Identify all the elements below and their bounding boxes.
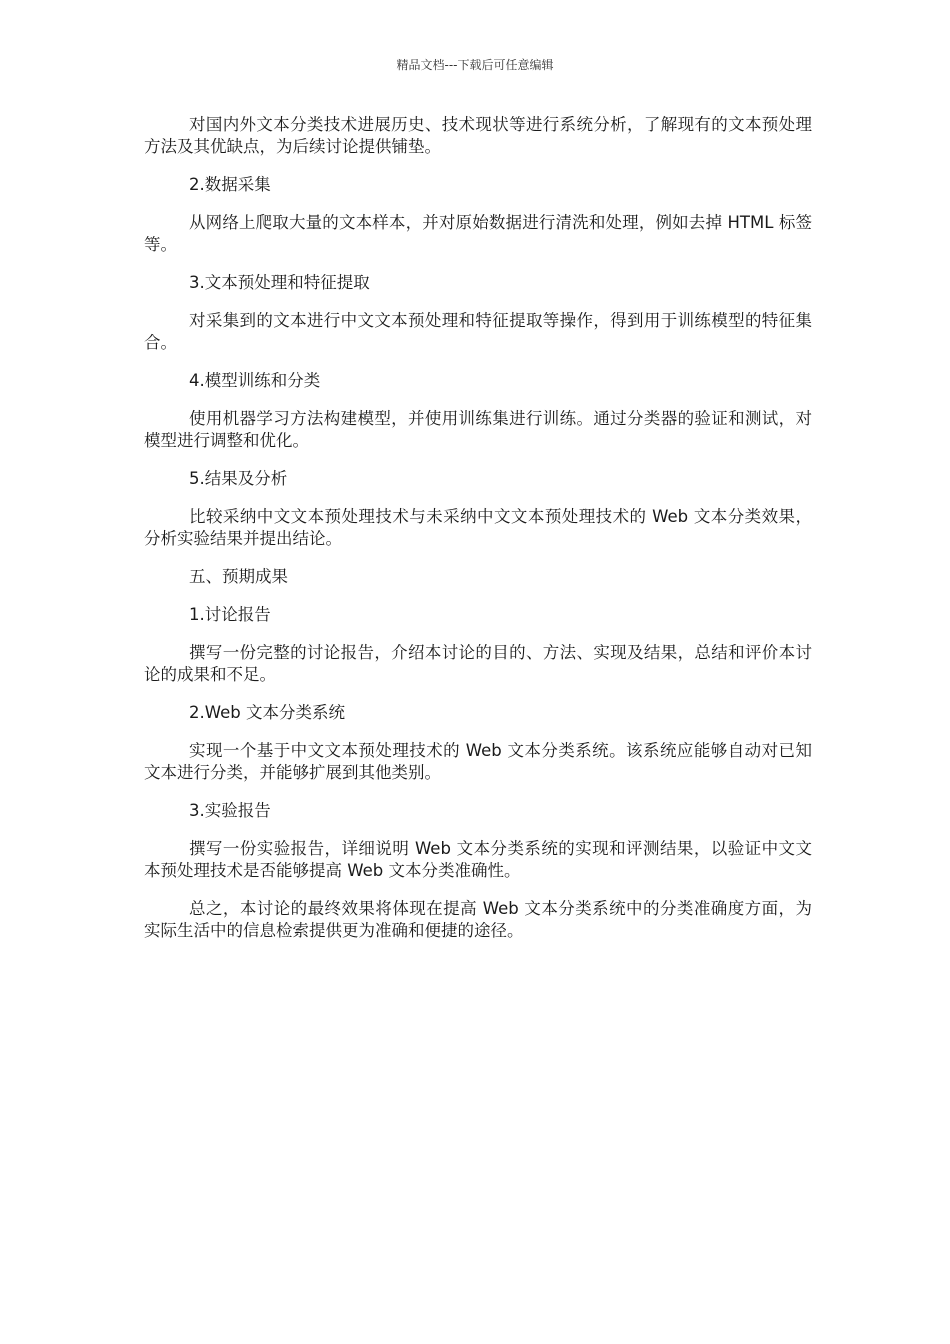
- paragraph-intro: 对国内外文本分类技术进展历史、技术现状等进行系统分析，了解现有的文本预处理方法及其优缺点，为后续讨论提供铺垫。: [144, 115, 812, 156]
- heading-results: 5.结果及分析: [189, 469, 288, 488]
- paragraph-experiment-report: 撰写一份实验报告，详细说明 Web 文本分类系统的实现和评测结果，以验证中文文本预处理技术是否能够提高 Web 文本分类准确性。: [144, 839, 812, 880]
- page-header: 精品文档---下载后可任意编辑: [396, 58, 554, 72]
- heading-preprocessing: 3.文本预处理和特征提取: [189, 273, 370, 292]
- paragraph-report: 撰写一份完整的讨论报告，介绍本讨论的目的、方法、实现及结果，总结和评价本讨论的成果和不足。: [144, 643, 812, 684]
- paragraph-model-training: 使用机器学习方法构建模型，并使用训练集进行训练。通过分类器的验证和测试，对模型进行调整和优化。: [144, 409, 812, 450]
- paragraph-data-collection: 从网络上爬取大量的文本样本，并对原始数据进行清洗和处理，例如去掉 HTML 标签等。: [144, 213, 812, 254]
- heading-model-training: 4.模型训练和分类: [189, 371, 321, 390]
- heading-report: 1.讨论报告: [189, 605, 271, 624]
- heading-experiment-report: 3.实验报告: [189, 801, 271, 820]
- paragraph-web-system: 实现一个基于中文文本预处理技术的 Web 文本分类系统。该系统应能够自动对已知文本进行分类，并能够扩展到其他类别。: [144, 741, 812, 782]
- heading-web-system: 2.Web 文本分类系统: [189, 703, 345, 722]
- heading-expected-outcomes: 五、预期成果: [189, 567, 288, 586]
- heading-data-collection: 2.数据采集: [189, 175, 271, 194]
- paragraph-results: 比较采纳中文文本预处理技术与未采纳中文文本预处理技术的 Web 文本分类效果，分析实验结果并提出结论。: [144, 507, 812, 548]
- paragraph-conclusion: 总之，本讨论的最终效果将体现在提高 Web 文本分类系统中的分类准确度方面，为实际生活中的信息检索提供更为准确和便捷的途径。: [144, 899, 812, 940]
- document-body: [144, 114, 812, 958]
- paragraph-preprocessing: 对采集到的文本进行中文文本预处理和特征提取等操作，得到用于训练模型的特征集合。: [144, 311, 812, 352]
